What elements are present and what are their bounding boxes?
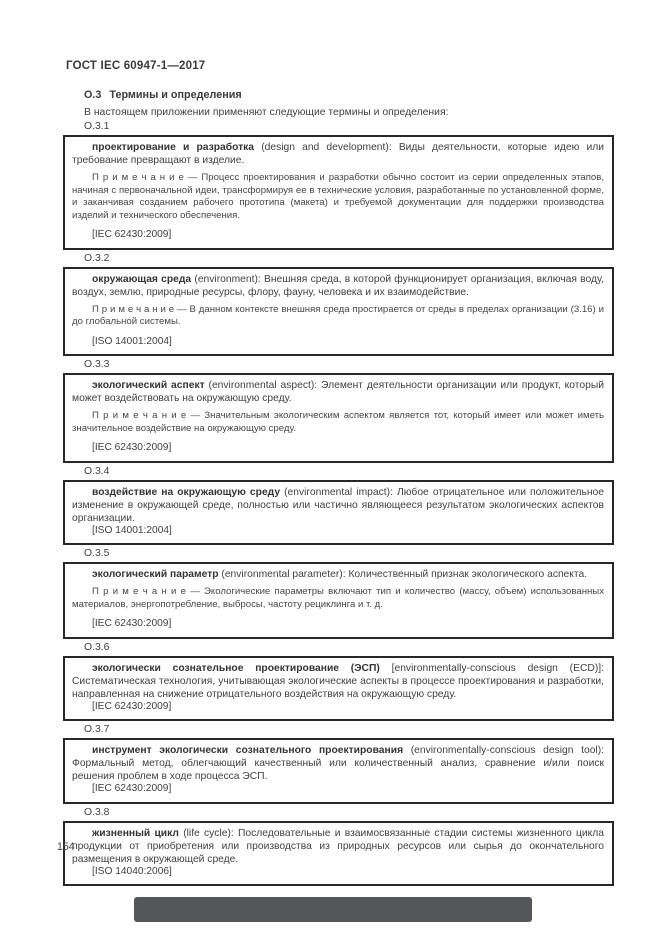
term-box-5 — [63, 562, 614, 639]
section-number: О.3 — [84, 89, 102, 101]
term-source-3: [IEC 62430:2009] — [92, 442, 172, 453]
term-source-7: [IEC 62430:2009] — [92, 783, 172, 794]
term-body-8: (life cycle): Последовательные и взаимосвязанные стадии системы жизненного цикла продукции от приобретения или производства из природных ресурсов или сырья до окончательного размещения в окружающей среде. — [72, 827, 604, 865]
term-source-8: [ISO 14040:2006] — [92, 865, 172, 877]
term-body-1: (design and development): Виды деятельности, которые идею или требование превращают в изделие. — [72, 142, 604, 166]
term-box-3 — [63, 373, 614, 463]
term-source-4: [ISO 14001:2004] — [92, 524, 172, 536]
document-header: ГОСТ IEC 60947-1—2017 — [66, 60, 206, 72]
term-box-8 — [63, 821, 614, 887]
term-body-5: (environmental parameter): Количественный признак экологического аспекта. — [218, 569, 588, 580]
term-number-8: О.3.8 — [84, 806, 110, 818]
term-name-7: инструмент экологически сознательного проектирования — [92, 745, 404, 756]
term-box-2 — [63, 267, 614, 357]
term-source-2: [ISO 14001:2004] — [92, 335, 172, 347]
term-definition-4 — [72, 486, 604, 525]
term-name-1: проектирование и разработка — [92, 142, 255, 153]
term-name-6: экологически сознательное проектирование (ЭСП) — [92, 662, 380, 674]
term-note-1: П р и м е ч а н и е — Процесс проектирования и разработки обычно состоит из серии определенных этапов, начиная с первоначальной идеи, трансформируя ее в технические условия, разработанные по установленной форме, и заканчивая созданием рабочего прототипа (макета) и требуемой документации для поддержки производства изделий и технического обеспечения. — [72, 172, 604, 221]
term-name-8: жизненный цикл — [92, 827, 179, 839]
term-note-3: П р и м е ч а н и е — Значительным экологическим аспектом является тот, который имеет или может иметь значительное воздействие на окружающую среду. — [72, 410, 604, 434]
term-definition-5 — [72, 568, 604, 581]
term-number-3: О.3.3 — [84, 359, 110, 370]
term-source-1: [IEC 62430:2009] — [92, 229, 172, 240]
term-number-5: О.3.5 — [84, 548, 110, 559]
term-number-1: О.3.1 — [84, 121, 110, 132]
term-note-2: П р и м е ч а н и е — В данном контексте внешняя среда простирается от среды в пределах организации (3.16) и до глобальной системы. — [72, 303, 604, 327]
term-definition-8 — [72, 827, 604, 866]
term-box-7 — [63, 738, 614, 804]
term-definition-6 — [72, 662, 604, 701]
intro-text: В настоящем приложении применяют следующие термины и определения: — [84, 107, 449, 118]
term-box-4 — [63, 480, 614, 546]
term-body-6: [environmentally-conscious design (ECD)]: Систематическая технология, учитывающая экологические аспекты в процессе проектирования и разработки, направленная на снижение отрицательного воздействия на окружающую среду. — [72, 662, 604, 700]
term-box-6 — [63, 656, 614, 722]
page-content — [63, 60, 614, 886]
term-number-2: О.3.2 — [84, 252, 110, 264]
viewer-scrollbar[interactable] — [134, 897, 532, 922]
page-number: 154 — [57, 841, 75, 853]
term-number-7: О.3.7 — [84, 724, 110, 735]
term-name-2: окружающая среда — [92, 273, 192, 285]
term-number-4: О.3.4 — [84, 465, 110, 477]
term-body-3: (environmental aspect): Элемент деятельности организации или продукт, который может воздействовать на окружающую среду. — [72, 380, 604, 404]
term-name-4: воздействие на окружающую среду — [92, 486, 281, 498]
term-body-2: (environment): Внешняя среда, в которой функционирует организация, включая воду, воздух, землю, природные ресурсы, флору, фауну, человека и их взаимодействие. — [72, 273, 604, 298]
term-name-3: экологический аспект — [92, 380, 205, 391]
term-body-4: (environmental impact): Любое отрицательное или положительное изменение в окружающей среде, полностью или частично являющееся результатом экологических аспектов организации. — [72, 486, 604, 524]
term-note-5: П р и м е ч а н и е — Экологические параметры включают тип и количество (массу, объем) использованных материалов, энергопотребление, выбросы, частоту рециклинга и т. д. — [72, 586, 604, 610]
term-definition-2 — [72, 273, 604, 299]
term-number-6: О.3.6 — [84, 641, 110, 653]
term-box-1 — [63, 135, 614, 250]
term-source-6: [IEC 62430:2009] — [92, 700, 172, 712]
term-definition-3 — [72, 379, 604, 405]
section-title-text: Термины и определения — [109, 89, 242, 101]
term-source-5: [IEC 62430:2009] — [92, 618, 172, 629]
term-definition-7 — [72, 744, 604, 783]
term-body-7: (environmentally-conscious design tool): Формальный метод, облегчающий качественный или количественный анализ, сравнение и/или поиск решения проблем в ходе процесса ЭСП. — [72, 745, 604, 782]
term-definition-1 — [72, 141, 604, 167]
term-name-5: экологический параметр — [92, 569, 219, 580]
section-title — [84, 89, 614, 101]
